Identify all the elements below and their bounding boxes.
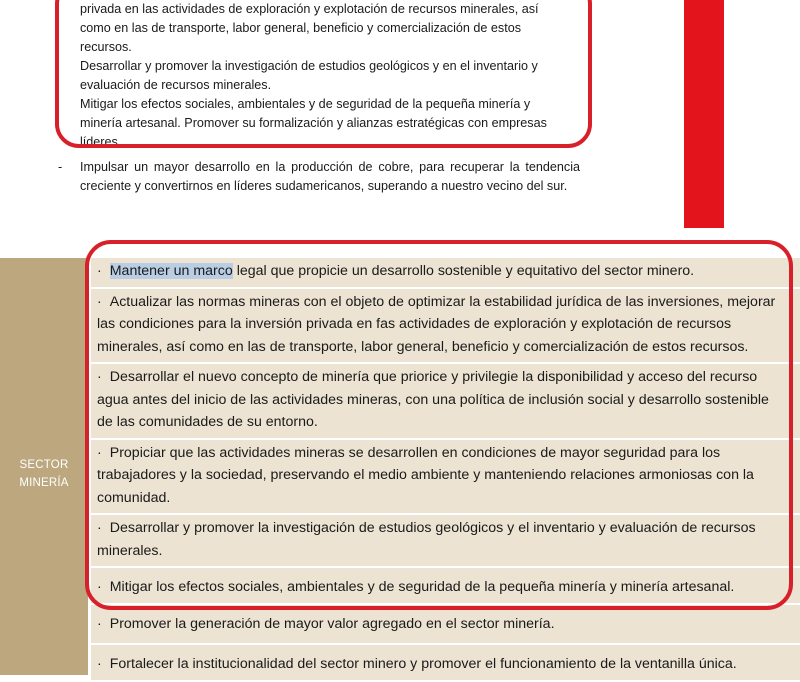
row-text: Desarrollar y promover la investigación de estudios geológicos y el inventario y evaluación de recursos minerales. (97, 520, 756, 559)
row-bullet: · (97, 520, 102, 536)
row-bullet: · (97, 615, 102, 632)
row-text: Actualizar las normas mineras con el objeto de optimizar la estabilidad jurídica de las inversiones, mejorar las condiciones para la inversión privada en fas actividades de exploración y explotación de recursos minerales, así como en las de transporte, labor general, beneficio y comercialización de estos recursos. (97, 293, 776, 355)
top-line: como en las de transporte, labor general, beneficio y comercialización de estos (80, 21, 522, 35)
row-text: Promover la generación de mayor valor agregado en el sector minería. (109, 615, 555, 632)
row-bullet: · (97, 656, 102, 672)
bullet-text: Impulsar un mayor desarrollo en la producción de cobre, para recuperar la tendencia creciente y convertirnos en líderes sudamericanos, superando a nuestro vecino del sur. (80, 160, 580, 193)
row-text: legal que propicie un desarrollo sostenible y equitativo del sector minero. (232, 263, 695, 279)
row-bullet: · (97, 369, 102, 385)
row-text: Propiciar que las actividades mineras se desarrollen en condiciones de mayor seguridad para los trabajadores y la sociedad, preservando el medio ambiente y manteniendo relaciones armoniosas con la comunidad. (97, 444, 754, 506)
row-text: Mitigar los efectos sociales, ambientales y de seguridad de la pequeña minería y minería artesanal. (109, 579, 735, 595)
sector-label (0, 456, 88, 492)
copper-bullet (58, 158, 580, 196)
top-line: evaluación de recursos minerales. (80, 78, 272, 92)
bullet-dash: - (58, 160, 63, 174)
sector-label-line2: MINERÍA (19, 477, 69, 489)
row-bullet: · (97, 444, 102, 461)
top-line: líderes. (80, 135, 122, 149)
row-bullet: · (97, 579, 102, 595)
row-text: Desarrollar el nuevo concepto de minería que priorice y privilegie la disponibilidad y acceso del recurso agua antes del inicio de las actividades mineras, con una política de inclusión social y desarrollo sostenible de las comunidades de su entorno. (97, 369, 769, 430)
top-line: minería artesanal. Promover su formalización y alianzas estratégicas con empresas (80, 116, 547, 130)
row-bullet: · (97, 293, 102, 310)
top-line: Mitigar los efectos sociales, ambientales y de seguridad de la pequeña minería y (80, 97, 531, 111)
row-bullet: · (97, 263, 102, 279)
row-text: Fortalecer la institucionalidad del sector minero y promover el funcionamiento de la ventanilla única. (109, 656, 737, 672)
table-row (91, 605, 800, 646)
sector-label-line1: SECTOR (19, 459, 69, 471)
table-row (91, 645, 800, 682)
top-line: recursos. (80, 40, 132, 54)
red-highlight-box-top (55, 0, 592, 148)
red-accent-bar (684, 0, 724, 228)
red-highlight-box-main (85, 240, 793, 610)
highlighted-text: Mantener un marco (109, 263, 233, 279)
top-line: Desarrollar y promover la investigación de estudios geológicos y en el inventario y (80, 59, 538, 73)
top-line: privada en las actividades de exploración y explotación de recursos minerales, así (80, 2, 539, 16)
